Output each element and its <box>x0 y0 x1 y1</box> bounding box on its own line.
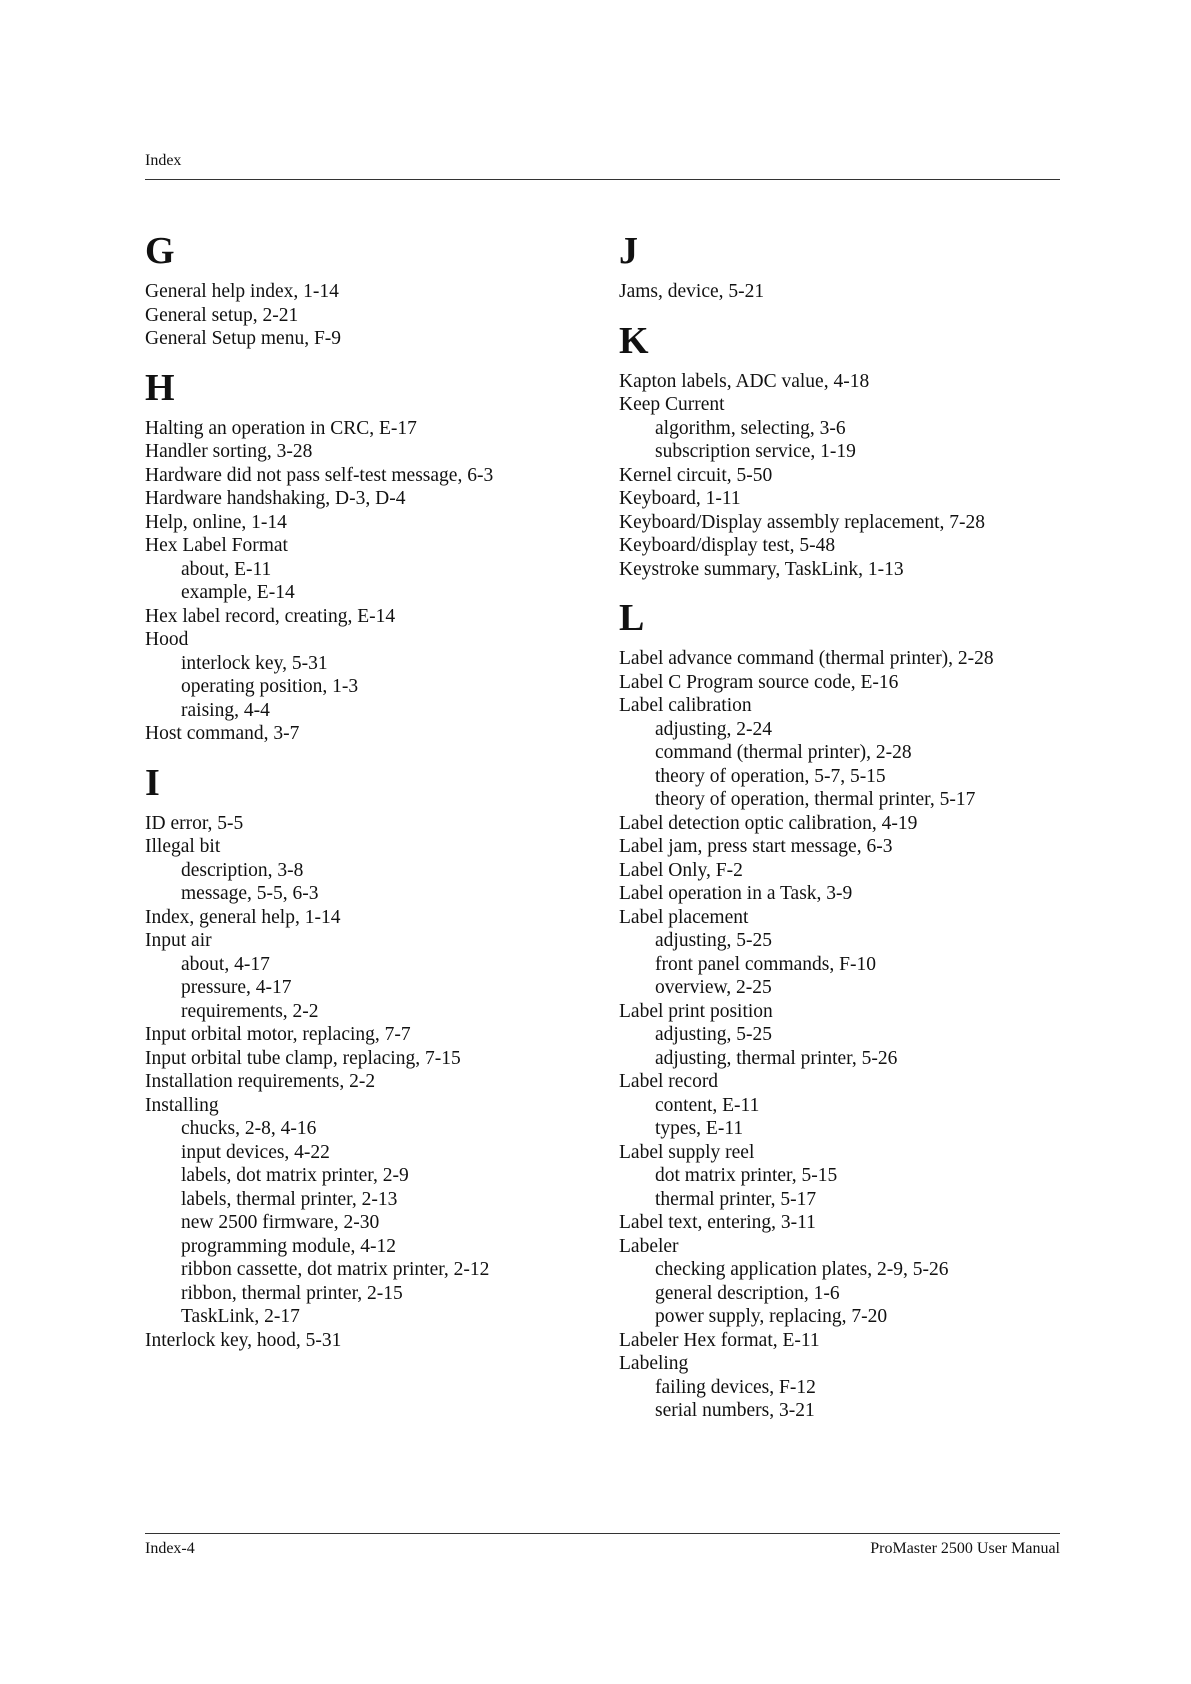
index-subentry: raising, 4-4 <box>181 699 270 721</box>
index-entry: Keyboard/display test, 5-48 <box>619 535 836 556</box>
index-entry: Input orbital motor, replacing, 7-7 <box>145 1024 411 1045</box>
index-entry: Host command, 3-7 <box>145 723 300 744</box>
index-entry: Kernel circuit, 5-50 <box>619 464 773 486</box>
index-entry: Labeler Hex format, E-11 <box>619 1329 820 1351</box>
index-entry: Hardware did not pass self-test message, 6-3 <box>145 464 494 486</box>
index-subentry: thermal printer, 5-17 <box>655 1188 817 1210</box>
index-subentry: operating position, 1-3 <box>181 676 359 697</box>
index-subentry: about, E-11 <box>181 558 272 580</box>
header-rule <box>145 179 1060 180</box>
index-entry: Keystroke summary, TaskLink, 1-13 <box>619 558 904 580</box>
index-entry: Hardware handshaking, D-3, D-4 <box>145 488 406 509</box>
index-entry: General setup, 2-21 <box>145 304 299 326</box>
index-subentry: ribbon, thermal printer, 2-15 <box>181 1282 403 1304</box>
index-entry: ID error, 5-5 <box>145 812 244 834</box>
index-subentry: labels, dot matrix printer, 2-9 <box>181 1165 409 1186</box>
section-letter-heading: H <box>145 366 175 409</box>
index-entry: Label C Program source code, E-16 <box>619 671 899 693</box>
index-subentry: pressure, 4-17 <box>181 977 292 998</box>
index-subentry: serial numbers, 3-21 <box>655 1400 815 1421</box>
index-entry: Label supply reel <box>619 1141 755 1163</box>
index-subentry: power supply, replacing, 7-20 <box>655 1306 888 1327</box>
index-entry: Interlock key, hood, 5-31 <box>145 1329 342 1351</box>
index-entry: Keyboard/Display assembly replacement, 7-28 <box>619 511 986 533</box>
index-entry: Installing <box>145 1094 219 1116</box>
footer-rule <box>145 1533 1060 1534</box>
section-letter-heading: I <box>145 761 160 804</box>
index-subentry: command (thermal printer), 2-28 <box>655 742 912 763</box>
index-subentry: message, 5-5, 6-3 <box>181 883 319 904</box>
index-subentry: content, E-11 <box>655 1094 760 1116</box>
index-subentry: dot matrix printer, 5-15 <box>655 1165 838 1186</box>
index-entry: Label Only, F-2 <box>619 859 743 881</box>
index-entry: Label print position <box>619 1000 773 1022</box>
index-entry: Hood <box>145 629 189 650</box>
index-subentry: adjusting, 5-25 <box>655 930 772 951</box>
index-entry: Keep Current <box>619 394 725 415</box>
running-header: Index <box>145 152 182 169</box>
index-entry: Installation requirements, 2-2 <box>145 1071 376 1092</box>
section-letter-heading: L <box>619 597 645 639</box>
index-entry: Handler sorting, 3-28 <box>145 441 313 462</box>
index-entry: Label record <box>619 1071 719 1092</box>
index-entry: Index, general help, 1-14 <box>145 906 341 928</box>
index-subentry: adjusting, 2-24 <box>655 718 772 740</box>
index-subentry: interlock key, 5-31 <box>181 652 328 674</box>
section-letter-heading: K <box>619 319 649 362</box>
index-subentry: failing devices, F-12 <box>655 1376 816 1398</box>
index-entry: Label advance command (thermal printer), 2-28 <box>619 648 994 669</box>
index-subentry: chucks, 2-8, 4-16 <box>181 1118 317 1139</box>
index-subentry: theory of operation, thermal printer, 5-17 <box>655 789 976 810</box>
index-subentry: adjusting, 5-25 <box>655 1024 772 1045</box>
index-subentry: algorithm, selecting, 3-6 <box>655 417 846 439</box>
index-subentry: types, E-11 <box>655 1118 744 1139</box>
index-entry: Input orbital tube clamp, replacing, 7-15 <box>145 1047 461 1069</box>
index-entry: Jams, device, 5-21 <box>619 281 765 302</box>
index-subentry: new 2500 firmware, 2-30 <box>181 1212 380 1233</box>
index-entry: Labeling <box>619 1353 689 1374</box>
index-entry: Label placement <box>619 906 749 928</box>
index-subentry: TaskLink, 2-17 <box>181 1306 300 1327</box>
index-entry: Halting an operation in CRC, E-17 <box>145 417 417 439</box>
page-number: Index-4 <box>145 1540 195 1557</box>
index-subentry: example, E-14 <box>181 582 295 603</box>
index-entry: Illegal bit <box>145 836 221 857</box>
index-subentry: requirements, 2-2 <box>181 1000 319 1022</box>
index-subentry: subscription service, 1-19 <box>655 441 856 462</box>
index-entry: Keyboard, 1-11 <box>619 488 741 509</box>
index-subentry: overview, 2-25 <box>655 977 772 998</box>
index-subentry: theory of operation, 5-7, 5-15 <box>655 765 886 787</box>
index-entry: Labeler <box>619 1235 679 1257</box>
index-entry: Label operation in a Task, 3-9 <box>619 883 853 904</box>
index-subentry: adjusting, thermal printer, 5-26 <box>655 1047 898 1069</box>
index-entry: Label text, entering, 3-11 <box>619 1212 816 1233</box>
index-column-right <box>619 214 1069 1423</box>
index-subentry: about, 4-17 <box>181 953 270 975</box>
index-subentry: description, 3-8 <box>181 859 304 881</box>
index-subentry: front panel commands, F-10 <box>655 953 876 975</box>
index-subentry: ribbon cassette, dot matrix printer, 2-12 <box>181 1259 490 1280</box>
index-subentry: checking application plates, 2-9, 5-26 <box>655 1259 949 1280</box>
index-entry: Input air <box>145 930 212 951</box>
index-entry: General help index, 1-14 <box>145 281 339 302</box>
manual-title: ProMaster 2500 User Manual <box>870 1540 1060 1557</box>
index-entry: Hex Label Format <box>145 535 288 556</box>
index-entry: Label calibration <box>619 695 752 716</box>
index-entry: Kapton labels, ADC value, 4-18 <box>619 370 870 392</box>
index-entry: Label detection optic calibration, 4-19 <box>619 812 918 834</box>
index-column-left <box>145 214 595 1352</box>
index-subentry: input devices, 4-22 <box>181 1141 330 1163</box>
index-entry: Label jam, press start message, 6-3 <box>619 836 893 857</box>
index-subentry: programming module, 4-12 <box>181 1235 397 1257</box>
section-letter-heading: G <box>145 230 175 272</box>
index-subentry: labels, thermal printer, 2-13 <box>181 1188 398 1210</box>
index-entry: Help, online, 1-14 <box>145 511 287 533</box>
index-entry: General Setup menu, F-9 <box>145 328 342 349</box>
index-entry: Hex label record, creating, E-14 <box>145 605 396 627</box>
index-subentry: general description, 1-6 <box>655 1282 840 1304</box>
section-letter-heading: J <box>619 230 638 272</box>
